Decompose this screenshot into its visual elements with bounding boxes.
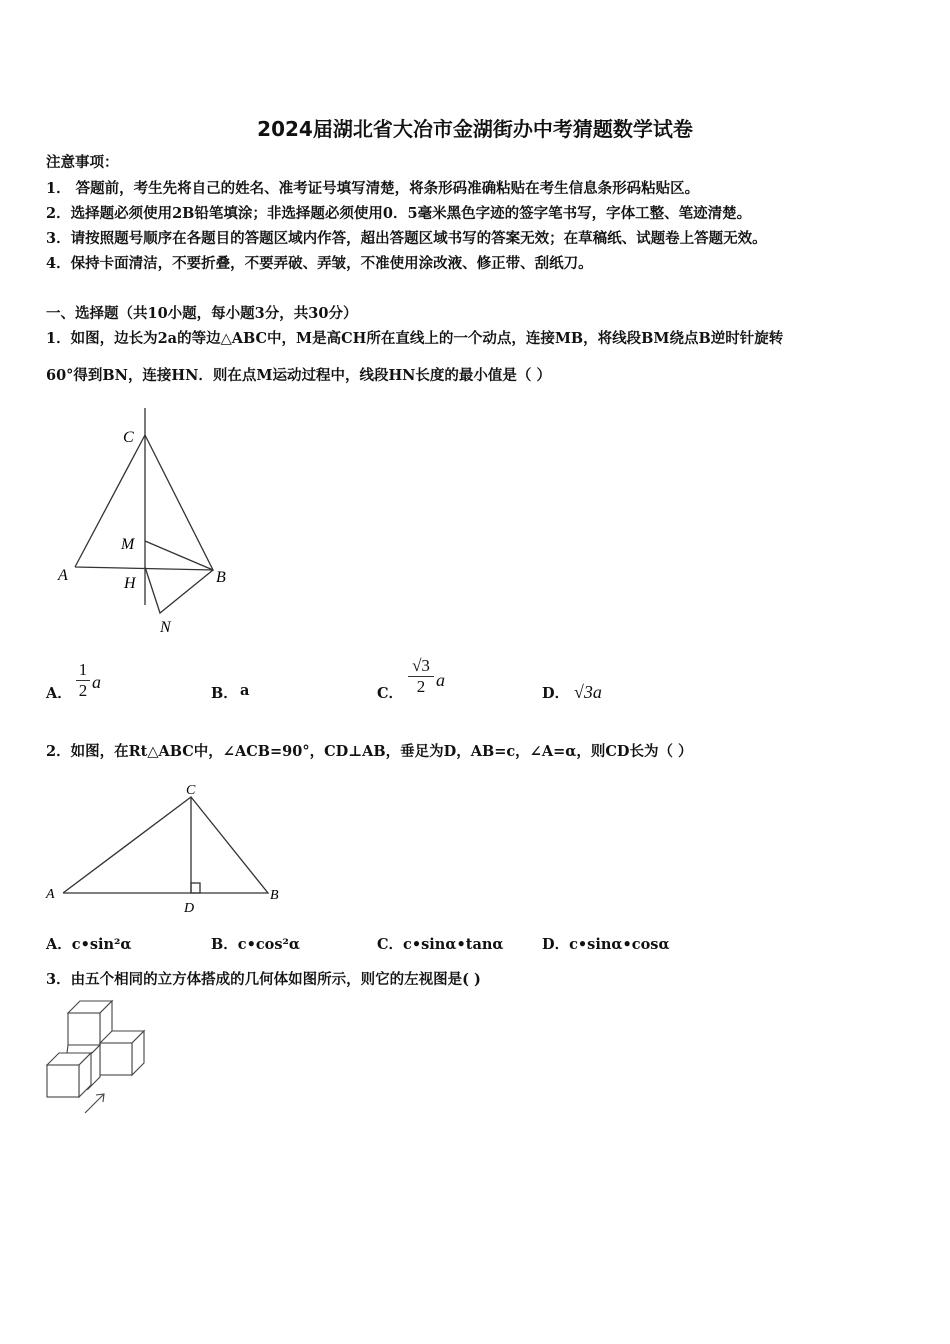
q1-option-a-fraction	[76, 660, 90, 701]
note-item: 1． 答题前，考生先将自己的姓名、准考证号填写清楚，将条形码准确粘贴在考生信息条形码粘贴区。	[46, 180, 700, 197]
note-item: 4．保持卡面清洁，不要折叠，不要弄破、弄皱，不准使用涂改液、修正带、刮纸刀。	[46, 255, 593, 272]
notes-heading: 注意事项：	[46, 154, 119, 171]
fig1-label-b: B	[216, 569, 226, 586]
fig1-label-a: A	[58, 567, 68, 584]
fig1-label-n: N	[160, 619, 171, 636]
numerator: √3	[412, 656, 430, 675]
question-2-text: 2．如图，在Rt△ABC中，∠ACB=90°，CD⊥AB，垂足为D，AB=c，∠A=α，则CD长为（ ）	[46, 743, 693, 760]
question-1-text: 60°得到BN，连接HN．则在点M运动过程中，线段HN长度的最小值是（ ）	[46, 367, 551, 384]
fig2-label-a: A	[46, 887, 55, 902]
question-3-text: 3．由五个相同的立方体搭成的几何体如图所示，则它的左视图是( )	[46, 971, 481, 988]
page-title: 2024届湖北省大冶市金湖街办中考猜题数学试卷	[257, 117, 693, 141]
numerator: 1	[78, 660, 88, 679]
q2-option-b: B．c•cos²α	[211, 936, 301, 953]
q1-option-c-key: C．	[377, 685, 404, 702]
q1-option-c-fraction	[408, 656, 434, 697]
q1-option-c-var: a	[436, 670, 445, 690]
fig1-label-h: H	[124, 575, 136, 592]
fig1-label-m: M	[121, 536, 135, 553]
question-1-text: 1．如图，边长为2a的等边△ABC中，M是高CH所在直线上的一个动点，连接MB，将线段BM绕点B逆时针旋转	[46, 330, 784, 347]
question-3-figure	[47, 1001, 144, 1113]
fig2-label-d: D	[184, 901, 195, 916]
q1-option-d: √3a	[574, 682, 602, 702]
q1-option-b-key: B．	[211, 685, 238, 702]
q1-option-a-key: A．	[46, 685, 72, 702]
fig2-label-c: C	[186, 783, 196, 798]
denominator: 2	[408, 676, 434, 697]
section-heading: 一、选择题（共10小题，每小题3分，共30分）	[46, 305, 358, 322]
fig1-label-c: C	[123, 429, 134, 446]
fig2-label-b: B	[270, 888, 279, 903]
q1-option-a-var: a	[92, 672, 101, 692]
note-item: 3．请按照题号顺序在各题目的答题区域内作答，超出答题区域书写的答案无效；在草稿纸、试题卷上答题无效。	[46, 230, 767, 247]
note-item: 2．选择题必须使用2B铅笔填涂；非选择题必须使用0．5毫米黑色字迹的签字笔书写，字体工整、笔迹清楚。	[46, 205, 752, 222]
q1-option-b: a	[240, 682, 250, 699]
q2-option-c: C．c•sinα•tanα	[377, 936, 504, 953]
q1-option-d-key: D．	[542, 685, 570, 702]
denominator: 2	[76, 680, 90, 701]
q2-option-a: A．c•sin²α	[46, 936, 132, 953]
q2-option-d: D．c•sinα•cosα	[542, 936, 670, 953]
